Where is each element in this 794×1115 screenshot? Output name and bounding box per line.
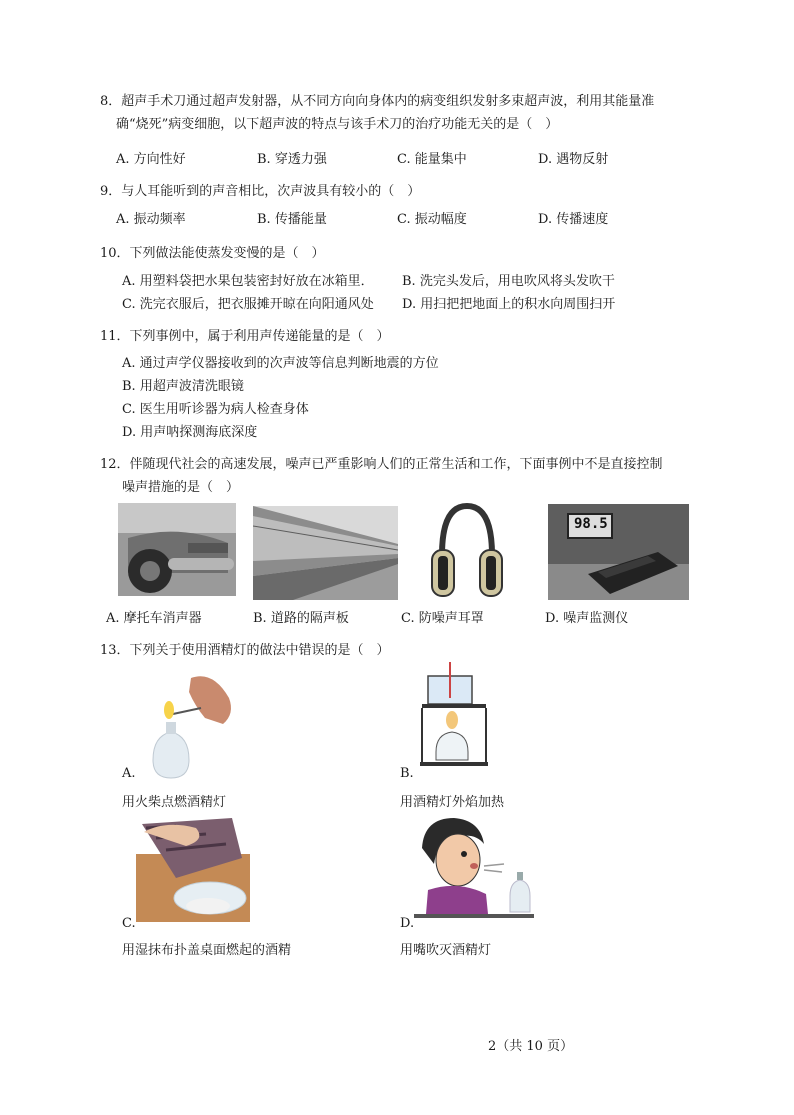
q12-option-b: B. 道路的隔声板 (253, 611, 349, 626)
q13-option-b-letter: B. (400, 766, 414, 781)
page-number: 2（共 10 页） (488, 1039, 574, 1054)
q10-option-b: B. 洗完头发后，用电吹风将头发吹干 (402, 274, 615, 289)
q9-option-c: C. 振动幅度 (397, 212, 467, 227)
q11-option-a: A. 通过声学仪器接收到的次声波等信息判断地震的方位 (122, 356, 439, 371)
q12-option-c: C. 防噪声耳罩 (401, 611, 484, 626)
q13-option-b-text: 用酒精灯外焰加热 (400, 795, 505, 810)
noise-barrier-image (253, 506, 398, 600)
q13-option-d-text: 用嘴吹灭酒精灯 (400, 943, 492, 958)
earmuffs-image (428, 500, 506, 604)
q13-option-a-text: 用火柴点燃酒精灯 (122, 795, 227, 810)
q8-stem-line2: 确“烧死”病变细胞，以下超声波的特点与该手术刀的治疗功能无关的是（ ） (116, 117, 559, 132)
q10-option-d: D. 用扫把把地面上的积水向周围扫开 (402, 297, 616, 312)
q12-stem-line1: 12．伴随现代社会的高速发展，噪声已严重影响人们的正常生活和工作，下面事例中不是直接控制 (100, 457, 663, 472)
q11-option-b: B. 用超声波清洗眼镜 (122, 379, 244, 394)
q9-option-a: A. 振动频率 (116, 212, 186, 227)
q9-option-b: B. 传播能量 (257, 212, 327, 227)
q10-stem: 10．下列做法能使蒸发变慢的是（ ） (100, 246, 325, 261)
q8-option-c: C. 能量集中 (397, 152, 467, 167)
q9-option-d: D. 传播速度 (538, 212, 609, 227)
q8-option-b: B. 穿透力强 (257, 152, 327, 167)
q10-option-a: A. 用塑料袋把水果包装密封好放在冰箱里． (122, 274, 374, 289)
q11-option-c: C. 医生用听诊器为病人检查身体 (122, 402, 309, 417)
q9-stem: 9．与人耳能听到的声音相比，次声波具有较小的（ ） (100, 184, 421, 199)
q8-option-d: D. 遇物反射 (538, 152, 609, 167)
q8-stem-line1: 8．超声手术刀通过超声发射器，从不同方向向身体内的病变组织发射多束超声波，利用其能量准 (100, 94, 655, 109)
q12-option-d: D. 噪声监测仪 (545, 611, 629, 626)
wet-cloth-image (136, 818, 250, 922)
q13-option-c-text: 用湿抹布扑盖桌面燃起的酒精 (122, 943, 292, 958)
monitor-reading: 98.5 (574, 516, 608, 532)
match-lighting-lamp-image (143, 670, 235, 780)
q13-stem: 13．下列关于使用酒精灯的做法中错误的是（ ） (100, 643, 390, 658)
heating-outer-flame-image (420, 662, 488, 774)
q12-option-a: A. 摩托车消声器 (106, 611, 202, 626)
blowing-out-lamp-image (414, 814, 534, 918)
q13-option-c-letter: C. (122, 916, 136, 931)
motorcycle-muffler-image (118, 503, 236, 596)
q11-option-d: D. 用声呐探测海底深度 (122, 425, 258, 440)
noise-monitor-image (548, 504, 689, 600)
q11-stem: 11．下列事例中，属于利用声传递能量的是（ ） (100, 329, 390, 344)
q13-option-d-letter: D. (400, 916, 415, 931)
q8-option-a: A. 方向性好 (116, 152, 186, 167)
q12-stem-line2: 噪声措施的是（ ） (122, 480, 240, 495)
q10-option-c: C. 洗完衣服后，把衣服摊开晾在向阳通风处 (122, 297, 374, 312)
q13-option-a-letter: A. (122, 766, 136, 781)
